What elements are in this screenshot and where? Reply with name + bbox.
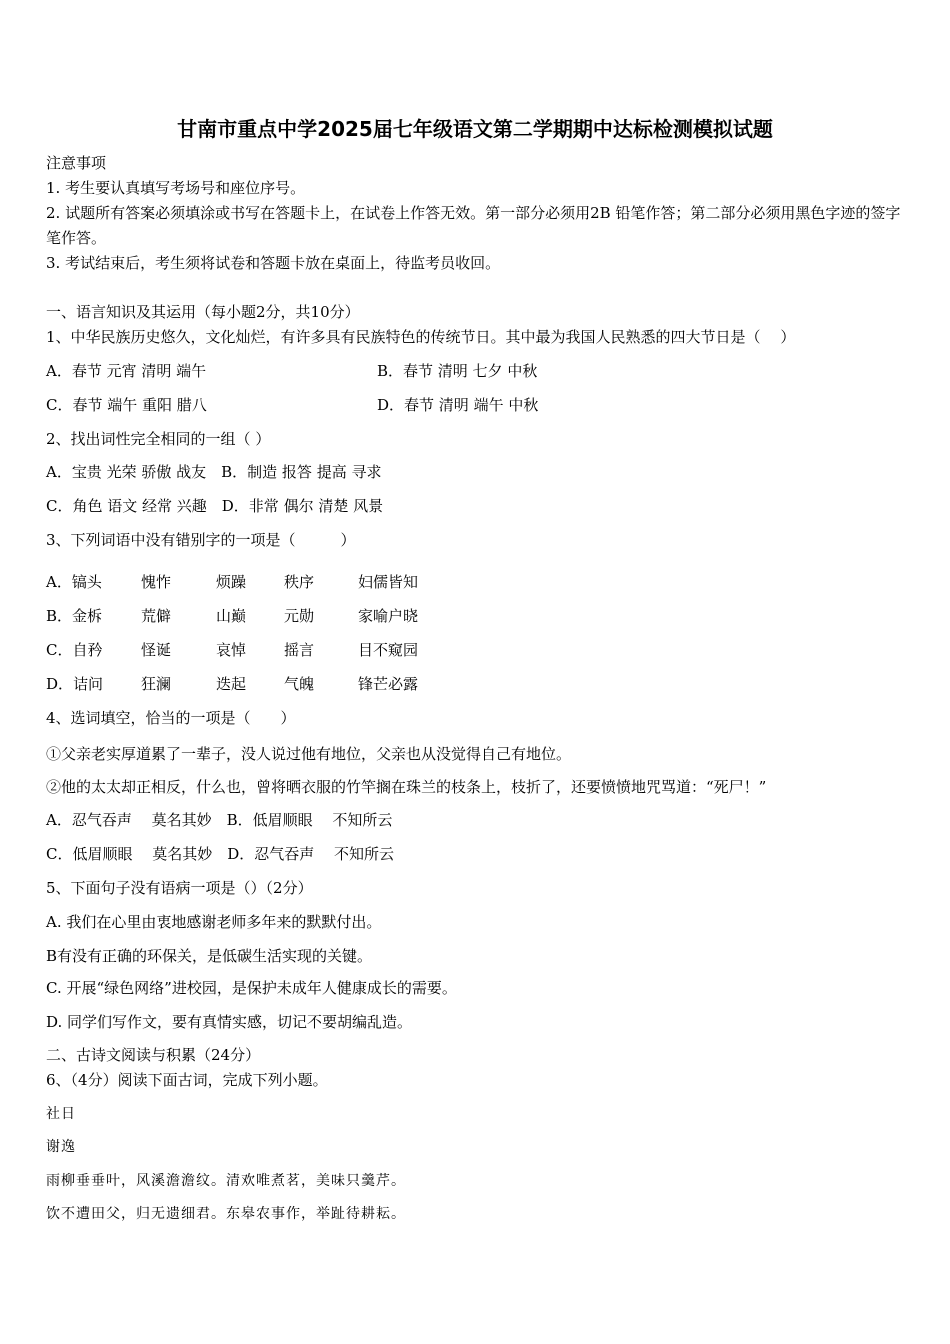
q1-option-b: B．春节 清明 七夕 中秋: [377, 362, 538, 380]
q3-d-word5: 锋芒必露: [358, 675, 419, 693]
q2-options-row2: C．角色 语文 经常 兴趣 D．非常 偶尔 清楚 风景: [46, 497, 384, 515]
q4-options-row1: A．忍气吞声 莫名其妙 B．低眉顺眼 不知所云: [46, 811, 393, 829]
q3-d-word4: 气魄: [284, 675, 315, 693]
poem-line-2: 饮不遭田父，归无遗细君。东皋农事作，举趾待耕耘。: [46, 1206, 406, 1222]
notice-item-1: 1. 考生要认真填写考场号和座位序号。: [46, 179, 306, 197]
q3-b-word5: 家喻户晓: [358, 607, 419, 625]
q6-stem: 6、（4分）阅读下面古词，完成下列小题。: [46, 1071, 328, 1089]
section1-heading: 一、语言知识及其运用（每小题2分，共10分）: [46, 303, 360, 321]
q4-stem: 4、选词填空，恰当的一项是（ ）: [46, 709, 296, 727]
q3-b-word4: 元勋: [284, 607, 315, 625]
q3-c-word4: 摇言: [284, 641, 315, 659]
q5-stem: 5、下面句子没有语病一项是（）（2分）: [46, 879, 313, 897]
q3-c-word1: C．自矜: [46, 641, 103, 659]
q3-c-word2: 怪诞: [141, 641, 172, 659]
q1-stem: 1、中华民族历史悠久，文化灿烂，有许多具有民族特色的传统节日。其中最为我国人民熟悉的四大节日是（ ）: [46, 328, 796, 346]
notice-heading: 注意事项: [46, 154, 107, 172]
notice-item-3: 3. 考试结束后，考生须将试卷和答题卡放在桌面上，待监考员收回。: [46, 254, 501, 272]
q3-a-word4: 秩序: [284, 573, 315, 591]
page-title: 甘南市重点中学2025届七年级语文第二学期期中达标检测模拟试题: [177, 117, 773, 141]
q2-options-row1: A．宝贵 光荣 骄傲 战友 B．制造 报答 提高 寻求: [46, 463, 382, 481]
q3-c-word5: 目不窥园: [358, 641, 419, 659]
q1-option-c: C．春节 端午 重阳 腊八: [46, 396, 207, 414]
q4-sentence-1: ①父亲老实厚道累了一辈子，没人说过他有地位，父亲也从没觉得自己有地位。: [46, 745, 572, 763]
poem-title: 社日: [46, 1106, 76, 1122]
q5-option-a: A. 我们在心里由衷地感谢老师多年来的默默付出。: [46, 913, 382, 931]
q3-a-word1: A．镐头: [46, 573, 102, 591]
q5-option-c: C. 开展“绿色网络”进校园，是保护未成年人健康成长的需要。: [46, 979, 457, 997]
q3-b-word3: 山巅: [216, 607, 247, 625]
section2-heading: 二、古诗文阅读与积累（24分）: [46, 1046, 261, 1064]
q3-a-word5: 妇儒皆知: [358, 573, 419, 591]
q1-option-d: D．春节 清明 端午 中秋: [377, 396, 539, 414]
q3-c-word3: 哀悼: [216, 641, 247, 659]
q3-stem: 3、下列词语中没有错别字的一项是（ ）: [46, 531, 356, 549]
q3-a-word3: 烦躁: [216, 573, 247, 591]
q1-option-a: A．春节 元宵 清明 端午: [46, 362, 207, 380]
q3-d-word2: 狂澜: [141, 675, 172, 693]
notice-item-2: 2. 试题所有答案必须填涂或书写在答题卡上，在试卷上作答无效。第一部分必须用2B 铅笔作答；第二部分必须用黑色字迹的签字笔作答。: [46, 204, 901, 247]
q4-sentence-2: ②他的太太却正相反，什么也，曾将晒衣服的竹竿搁在珠兰的枝条上，枝折了，还要愤愤地咒骂道：“死尸！”: [46, 778, 767, 796]
q5-option-b: B有没有正确的环保关，是低碳生活实现的关键。: [46, 947, 373, 965]
q5-option-d: D. 同学们写作文，要有真情实感，切记不要胡编乱造。: [46, 1013, 413, 1031]
q3-d-word3: 迭起: [216, 675, 247, 693]
q3-b-word1: B．金柝: [46, 607, 103, 625]
poem-line-1: 雨柳垂垂叶，风溪澹澹纹。清欢唯煮茗，美味只羹芹。: [46, 1173, 406, 1189]
poem-author: 谢逸: [46, 1139, 76, 1155]
q3-a-word2: 愧怍: [141, 573, 172, 591]
q2-stem: 2、找出词性完全相同的一组（ ）: [46, 430, 271, 448]
q4-options-row2: C．低眉顺眼 莫名其妙 D．忍气吞声 不知所云: [46, 845, 395, 863]
q3-d-word1: D．诘问: [46, 675, 104, 693]
q3-b-word2: 荒僻: [141, 607, 172, 625]
